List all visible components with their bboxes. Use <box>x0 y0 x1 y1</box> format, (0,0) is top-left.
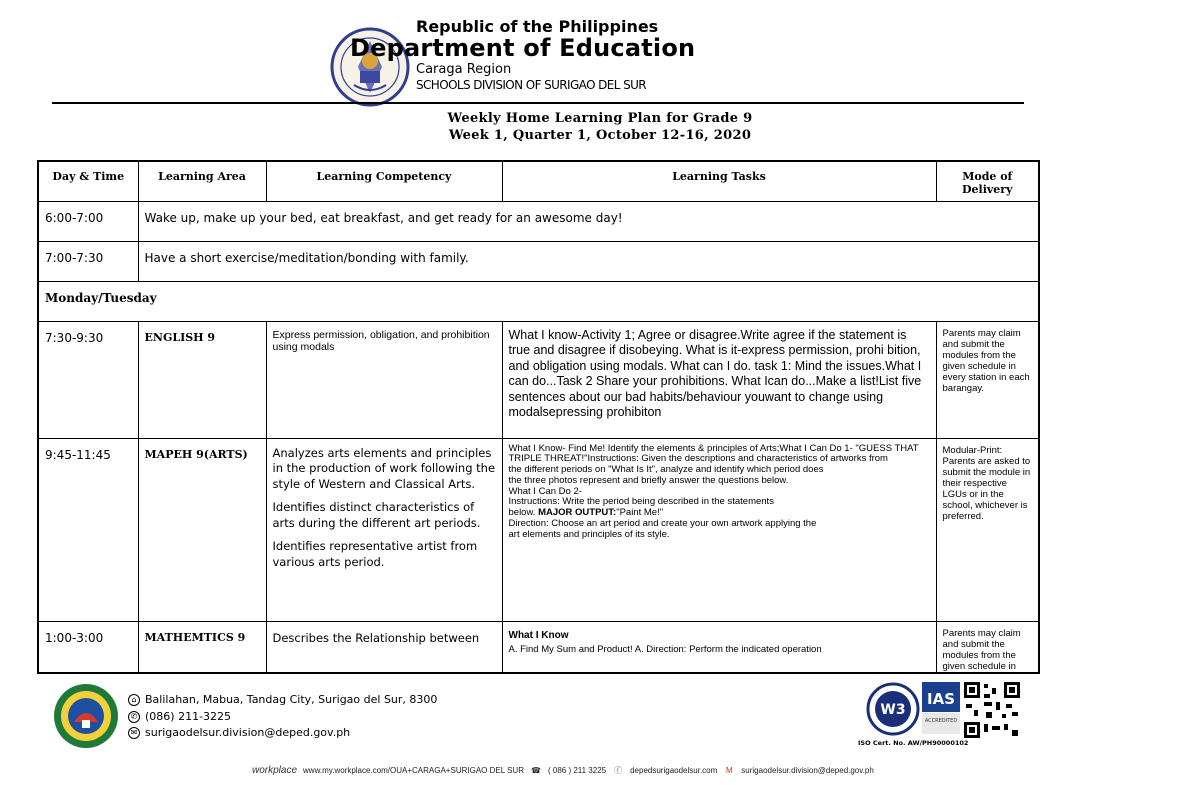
column-header: Learning Competency <box>266 161 502 201</box>
workplace-url[interactable]: www.my.workplace.com/OUA+CARAGA+SURIGAO DEL SUR <box>303 765 524 775</box>
table-header-row <box>38 161 1039 201</box>
mode-cell: Parents may claim and submit the modules from the given schedule in every station in each barangay. <box>936 321 1039 438</box>
iso-cert-number: ISO Cert. No. AW/PH90000102 <box>858 739 969 747</box>
learning-plan-table <box>37 160 1040 674</box>
header-department: Department of Education <box>350 34 696 62</box>
column-header: Learning Tasks <box>502 161 936 201</box>
plan-subtitle: Week 1, Quarter 1, October 12-16, 2020 <box>448 128 752 143</box>
task-line: Instructions: Write the period being described in the statements <box>508 496 774 508</box>
header-republic: Republic of the Philippines <box>416 17 659 36</box>
competency-cell: Describes the Relationship between <box>266 621 502 673</box>
competency-cell: Express permission, obligation, and prohibition using modals <box>266 321 502 438</box>
facebook-icon: ⓕ <box>614 765 623 775</box>
task-major-label: MAJOR OUTPUT: <box>538 507 617 519</box>
tasks-cell <box>502 438 936 621</box>
footer-address <box>128 693 437 706</box>
header-division: SCHOOLS DIVISION OF SURIGAO DEL SUR <box>416 78 647 92</box>
task-line: What I Know- Find Me! Identify the elements & principles of Arts;What I Can Do 1- "GUESS THAT TRIPLE THREAT!"Instructions: Given the descriptions and characteristics of artworks from <box>508 442 919 465</box>
learning-area-cell: MAPEH 9(ARTS) <box>138 438 266 621</box>
time-cell: 1:00-3:00 <box>38 621 138 673</box>
phone-icon: ✆ <box>128 711 140 723</box>
qr-code <box>962 680 1022 740</box>
column-header: Learning Area <box>138 161 266 201</box>
division-logo <box>52 682 120 750</box>
competency-item: Identifies representative artist from various arts period. <box>272 539 478 569</box>
footer-phone <box>128 710 231 723</box>
routine-text: Wake up, make up your bed, eat breakfast, and get ready for an awesome day! <box>138 201 1039 241</box>
competency-cell <box>266 438 502 621</box>
task-major-title: "Paint Me!" <box>616 507 664 519</box>
location-icon: ⌂ <box>128 694 140 706</box>
learning-area-cell: ENGLISH 9 <box>138 321 266 438</box>
gmail-icon: M <box>725 765 733 775</box>
workplace-logo: workplace <box>252 764 298 776</box>
contact-email[interactable]: surigaodelsur.division@deped.gov.ph <box>741 765 874 775</box>
time-cell: 6:00-7:00 <box>38 201 138 241</box>
header-region: Caraga Region <box>416 62 512 77</box>
phone-text: (086) 211-3225 <box>145 710 232 723</box>
mode-cell: Modular-Print: Parents are asked to submit the module in their respective LGUs or in the school, whichever is preferred. <box>936 438 1039 621</box>
column-header: Day & Time <box>38 161 138 201</box>
mode-cell: Parents may claim and submit the modules from the given schedule in <box>936 621 1039 673</box>
competency-item: Analyzes arts elements and principles in the production of work following the style of Western and Classical Arts. <box>272 445 496 491</box>
day-label: Monday/Tuesday <box>38 281 1039 321</box>
task-line: the three photos represent and briefly answer the questions below. <box>508 474 789 486</box>
facebook-page[interactable]: depedsurigaodelsur.com <box>630 765 718 775</box>
ias-badge-subtext: ACCREDITED <box>924 718 958 724</box>
learning-area-cell: MATHEMTICS 9 <box>138 621 266 673</box>
table-row <box>38 438 1039 621</box>
telephone-icon: ☎ <box>531 765 541 775</box>
task-major-prefix: below. <box>508 507 536 519</box>
task-line: the different periods on "What Is It", analyze and identify which period does <box>508 464 824 476</box>
competency-item: Identifies distinct characteristics of arts during the different art periods. <box>272 500 481 530</box>
ias-accreditation-badge <box>922 682 960 734</box>
mail-icon: ✉ <box>128 727 140 739</box>
w3-badge-text: W3 <box>880 702 906 718</box>
w3-certification-badge <box>866 682 920 736</box>
column-header: Mode of Delivery <box>936 161 1039 201</box>
table-row <box>38 321 1039 438</box>
table-row <box>38 241 1039 281</box>
task-line: Direction: Choose an art period and create your own artwork applying the <box>508 518 817 530</box>
email-text: surigaodelsur.division@deped.gov.ph <box>145 726 351 739</box>
contact-bar <box>252 764 874 776</box>
contact-phone: ( 086 ) 211 3225 <box>547 765 607 775</box>
table-row <box>38 621 1039 673</box>
tasks-cell: What I know-Activity 1; Agree or disagree.Write agree if the statement is true and disagree if disobeying. What is it-express permission, prohi bition, and obligation using modals. What can I do. task 1: Mind the issues.What I can do...Task 2 Share your prohibitions. What Ican do...Make a list!List five sentences about our bad habits/behaviour youwant to change using modalsepressing prohibiton <box>502 321 936 438</box>
footer-email <box>128 726 350 739</box>
time-cell: 9:45-11:45 <box>38 438 138 621</box>
header-divider <box>52 102 1024 104</box>
footer-divider <box>52 672 1027 674</box>
task-line: A. Find My Sum and Product! A. Direction: Perform the indicated operation <box>508 643 822 655</box>
day-row <box>38 281 1039 321</box>
task-title: What I Know <box>508 629 569 641</box>
routine-text: Have a short exercise/meditation/bonding with family. <box>138 241 1039 281</box>
task-line: What I Can Do 2- <box>508 485 582 497</box>
time-cell: 7:30-9:30 <box>38 321 138 438</box>
time-cell: 7:00-7:30 <box>38 241 138 281</box>
tasks-cell <box>502 621 936 673</box>
ias-badge-text: IAS <box>927 690 955 708</box>
task-line: art elements and principles of its style. <box>508 528 670 540</box>
address-text: Balilahan, Mabua, Tandag City, Surigao del Sur, 8300 <box>145 693 438 706</box>
plan-title: Weekly Home Learning Plan for Grade 9 <box>447 111 753 126</box>
table-row <box>38 201 1039 241</box>
